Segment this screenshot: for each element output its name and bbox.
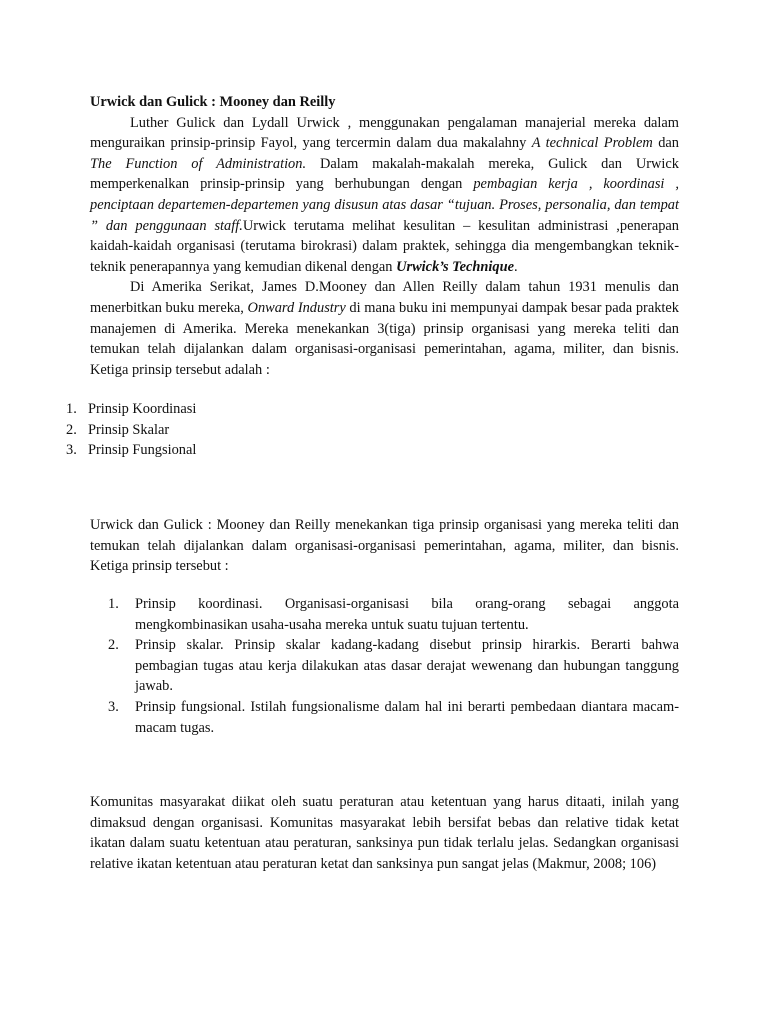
paragraph-mooney-reilly xyxy=(90,277,679,380)
text-span: Luther Gulick dan Lydall Urwick , menggunakan pengalaman manajerial mereka dalam menguraikan prinsip-prinsip Fayol, yang tercermin dalam dua makalahny xyxy=(90,114,679,152)
list-number: 2. xyxy=(108,637,119,654)
list-number: 3. xyxy=(108,698,119,715)
list-text: Prinsip Fungsional xyxy=(88,442,197,459)
list-item xyxy=(66,420,196,441)
list-text: Prinsip koordinasi. Organisasi-organisasi bila orang-orang sebagai anggota mengkombinasikan usaha-usaha mereka untuk suatu tujuan tertentu. xyxy=(135,596,679,633)
principles-list-detailed xyxy=(108,594,679,738)
text-span: dan xyxy=(652,135,679,152)
list-item xyxy=(66,440,196,461)
section-heading: Urwick dan Gulick : Mooney dan Reilly xyxy=(90,94,336,110)
text-span: . xyxy=(514,258,518,275)
list-number: 1. xyxy=(108,596,119,612)
section-3 xyxy=(90,792,679,874)
list-item xyxy=(108,635,679,697)
list-text: Prinsip fungsional. Istilah fungsionalisme dalam hal ini berarti pembedaan diantara macam-macam tugas. xyxy=(135,698,679,736)
italic-title: Onward Industry xyxy=(247,299,346,316)
paragraph-gulick-urwick xyxy=(90,113,679,278)
list-text: Prinsip skalar. Prinsip skalar kadang-kadang disebut prinsip hirarkis. Berarti bahwa pembagian tugas atau kerja dilakukan atas dasar derajat wewenang dan hubungan tanggung jawab. xyxy=(135,637,679,695)
text-span: Di Amerika Serikat, James D.Mooney dan Allen Reilly dalam tahun 1931 menulis dan menerbitkan buku mereka, xyxy=(90,279,679,316)
paragraph-komunitas: Komunitas masyarakat diikat oleh suatu peraturan atau ketentuan yang harus ditaati, inilah yang dimaksud dengan organisasi. Komunitas masyarakat lebih bersifat bebas dan relative tidak ketat ikatan dalam suatu ketentuan atau peraturan, sanksinya pun tidak terlalu jelas. Sedangkan organisasi relative ikatan ketentuan atau peraturan ketat dan sanksinya pun sangat jelas (Makmur, 2008; 106) xyxy=(90,794,679,872)
text-span: Dalam makalah-makalah mereka, Gulick dan Urwick memperkenalkan prinsip-prinsip yang berhubungan dengan xyxy=(90,155,679,193)
list-item xyxy=(108,594,679,635)
text-span: Urwick terutama melihat kesulitan – kesulitan administrasi ,penerapan kaidah-kaidah organisasi (terutama birokrasi) dalam praktek, sehingga dia mengembangkan teknik-teknik penerapannya yang kemudian dikenal dengan xyxy=(90,217,679,275)
text-span: di mana buku ini mempunyai dampak besar pada praktek manajemen di Amerika. Mereka menekankan 3(tiga) prinsip organisasi yang mereka teliti dan temukan telah dijalankan dalam organisasi-organisasi pemerintahan, agama, militer, dan bisnis. Ketiga prinsip tersebut adalah : xyxy=(90,299,679,378)
list-number: 1. xyxy=(66,401,77,417)
list-text: Prinsip Koordinasi xyxy=(88,401,197,417)
list-item xyxy=(66,399,196,420)
list-number: 3. xyxy=(66,442,77,459)
paragraph-three-principles: Urwick dan Gulick : Mooney dan Reilly menekankan tiga prinsip organisasi yang mereka teliti dan temukan telah dijalankan dalam organisasi-organisasi pemerintahan, agama, militer, dan bisnis. Ketiga prinsip tersebut : xyxy=(90,517,679,575)
principles-list-short xyxy=(66,399,196,461)
list-number: 2. xyxy=(66,421,77,438)
section-2-intro xyxy=(90,515,679,577)
italic-title: A technical Problem xyxy=(531,135,653,152)
italic-phrase: pembagian kerja , koordinasi , penciptaan departemen-departemen yang disusun atas dasar “tujuan. Proses, personalia, dan tempat ” dan penggunaan staff. xyxy=(90,176,679,234)
list-text: Prinsip Skalar xyxy=(88,421,170,438)
bold-italic-term: Urwick’s Technique xyxy=(396,258,515,275)
section-1 xyxy=(90,92,679,380)
italic-title: The Function of Administration. xyxy=(90,155,307,172)
list-item xyxy=(108,697,679,738)
